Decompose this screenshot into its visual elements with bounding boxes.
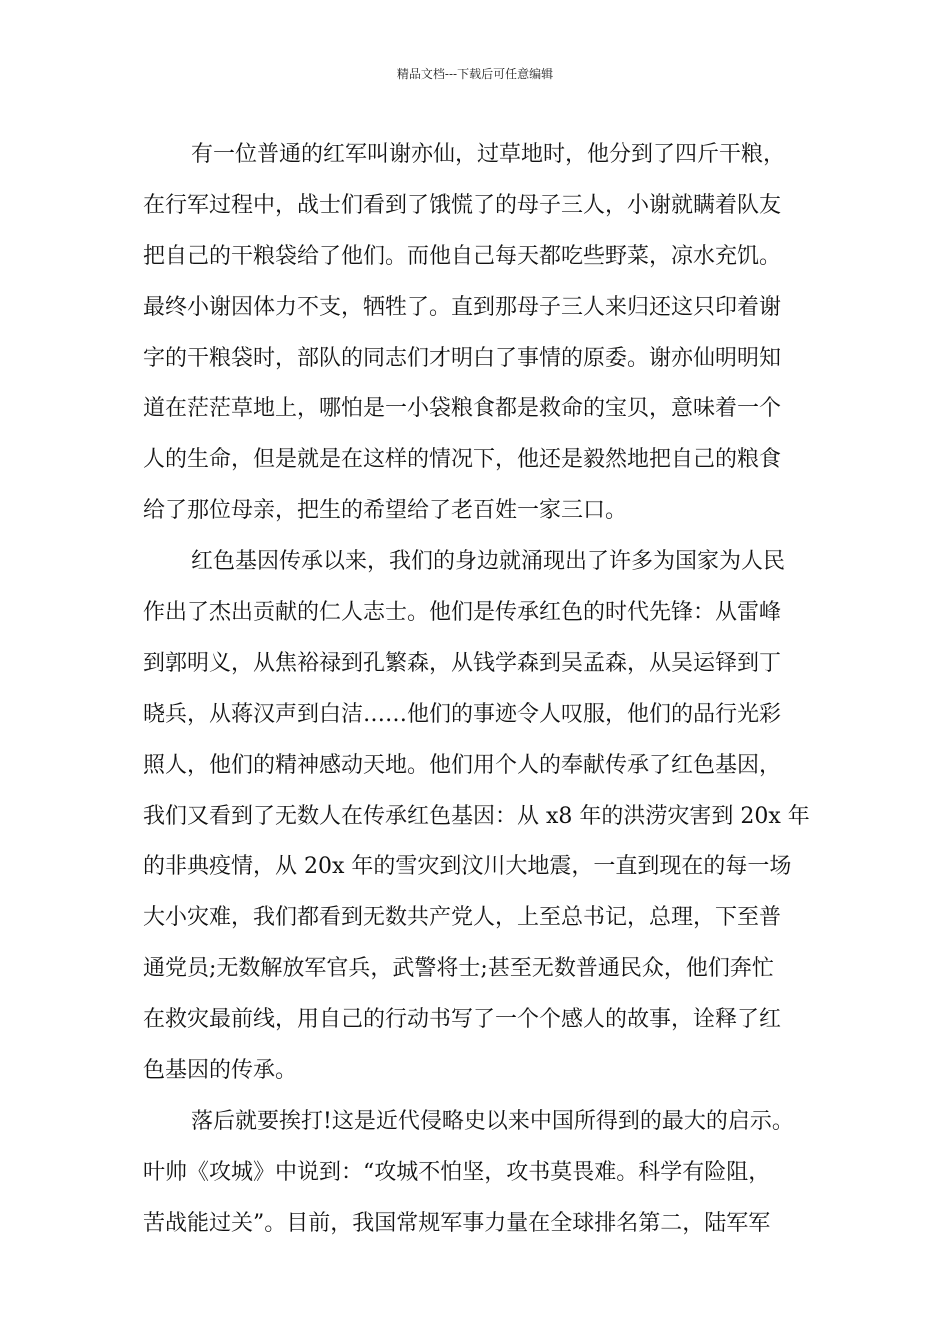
text-line: 大小灾难，我们都看到无数共产党人，上至总书记，总理，下至普 bbox=[143, 905, 782, 931]
text-line: 照人，他们的精神感动天地。他们用个人的奉献传承了红色基因， bbox=[143, 752, 782, 778]
text-line: 到郭明义，从焦裕禄到孔繁森，从钱学森到吴孟森，从吴运铎到丁 bbox=[143, 650, 782, 676]
text-line: 红色基因传承以来，我们的身边就涌现出了许多为国家为人民 bbox=[191, 549, 786, 575]
text-line: 叶帅《攻城》中说到：“攻城不怕坚，攻书莫畏难。科学有险阻， bbox=[143, 1159, 771, 1185]
text-line: 有一位普通的红军叫谢亦仙，过草地时，他分到了四斤干粮， bbox=[191, 142, 786, 167]
text-line: 字的干粮袋时，部队的同志们才明白了事情的原委。谢亦仙明明知 bbox=[143, 345, 782, 371]
paragraph-2 bbox=[143, 537, 809, 1097]
text-line: 最终小谢因体力不支，牺牲了。直到那母子三人来归还这只印着谢 bbox=[143, 294, 782, 320]
text-line: 人的生命，但是就是在这样的情况下，他还是毅然地把自己的粮食 bbox=[143, 447, 782, 473]
text-line: 在救灾最前线，用自己的行动书写了一个个感人的故事，诠释了红 bbox=[143, 1007, 782, 1033]
paragraph-1 bbox=[143, 130, 809, 537]
paragraph-3 bbox=[143, 1097, 809, 1250]
text-line: 苦战能过关”。目前，我国常规军事力量在全球排名第二，陆军军 bbox=[143, 1210, 771, 1236]
text-line: 我们又看到了无数人在传承红色基因：从 x8 年的洪涝灾害到 20x 年 bbox=[143, 803, 810, 829]
text-line: 晓兵，从蒋汉声到白洁……他们的事迹令人叹服，他们的品行光彩 bbox=[143, 701, 782, 727]
text-line: 色基因的传承。 bbox=[143, 1058, 298, 1084]
text-line: 在行军过程中，战士们看到了饿慌了的母子三人，小谢就瞒着队友 bbox=[143, 192, 782, 218]
page-header: 精品文档---下载后可任意编辑 bbox=[396, 67, 554, 81]
text-line: 作出了杰出贡献的仁人志士。他们是传承红色的时代先锋：从雷峰 bbox=[143, 600, 782, 626]
text-line: 道在茫茫草地上，哪怕是一小袋粮食都是救命的宝贝，意味着一个 bbox=[143, 396, 782, 422]
text-line: 的非典疫情，从 20x 年的雪灾到汶川大地震，一直到现在的每一场 bbox=[143, 854, 792, 880]
text-line: 通党员;无数解放军官兵，武警将士;甚至无数普通民众，他们奔忙 bbox=[143, 956, 774, 982]
text-line: 给了那位母亲，把生的希望给了老百姓一家三口。 bbox=[143, 498, 628, 524]
document-body bbox=[143, 130, 809, 1250]
text-line: 落后就要挨打!这是近代侵略史以来中国所得到的最大的启示。 bbox=[191, 1108, 794, 1134]
text-line: 把自己的干粮袋给了他们。而他自己每天都吃些野菜，凉水充饥。 bbox=[143, 243, 782, 269]
